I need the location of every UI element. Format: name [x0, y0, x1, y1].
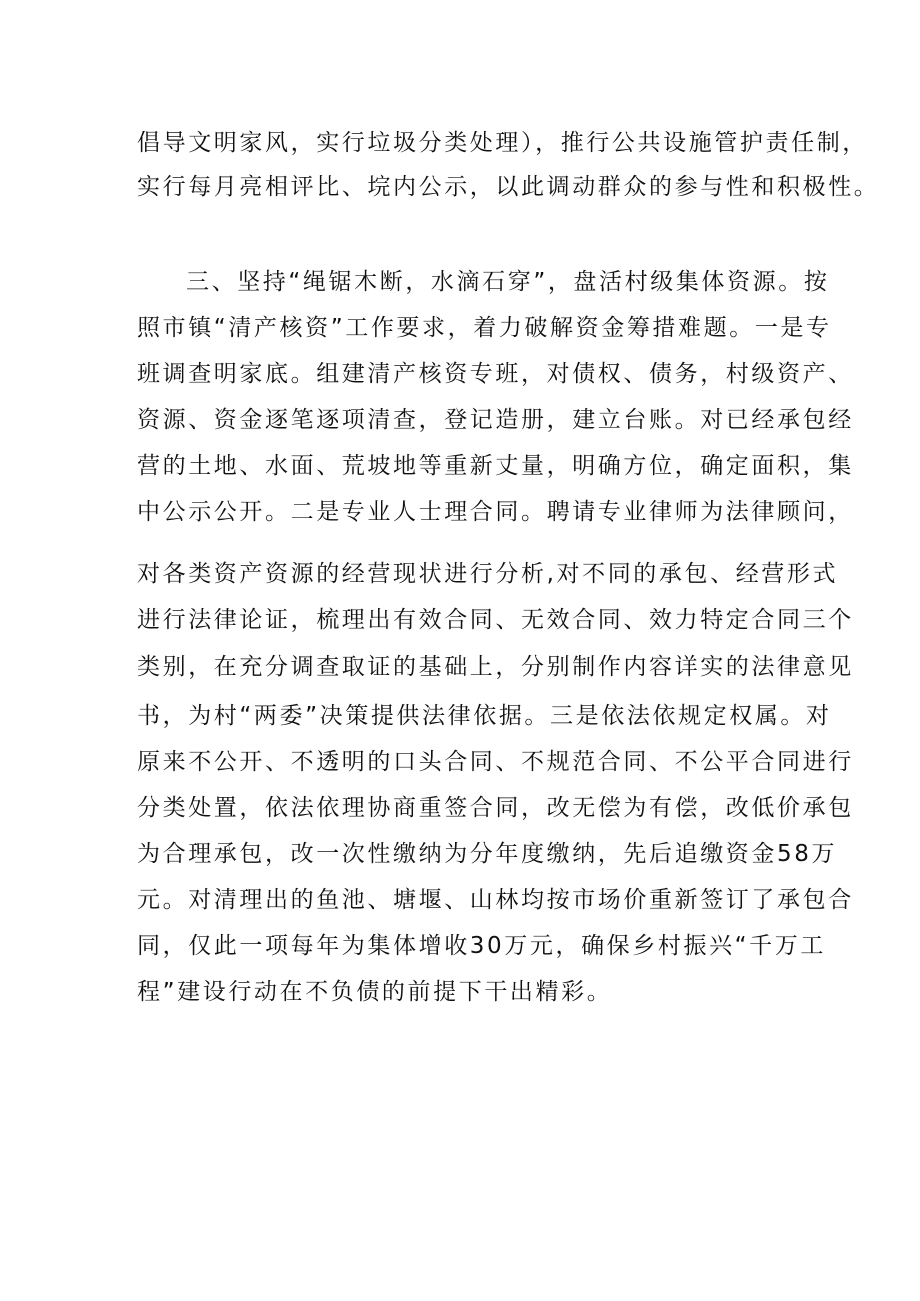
text-line: 实行每月亮相评比、垸内公示，以此调动群众的参与性和积极性。	[137, 174, 880, 200]
text-line: 书，为村“两委”决策提供法律依据。三是依法依规定权属。对	[137, 703, 832, 729]
text-line: 营的土地、水面、荒坡地等重新丈量，明确方位，确定面积，集	[137, 453, 854, 479]
text-line: 同，仅此一项每年为集体增收30万元，确保乡村振兴“千万工	[137, 933, 826, 959]
text-line: 类别，在充分调查取证的基础上，分别制作内容详实的法律意见	[137, 654, 854, 680]
text-line: 元。对清理出的鱼池、塘堰、山林均按市场价重新签订了承包合	[137, 887, 854, 913]
text-line: 程”建设行动在不负债的前提下干出精彩。	[137, 979, 613, 1005]
text-line: 进行法律论证，梳理出有效合同、无效合同、效力特定合同三个	[137, 607, 854, 633]
text-line: 为合理承包，改一次性缴纳为分年度缴纳，先后追缴资金58万	[137, 841, 838, 867]
text-line: 对各类资产资源的经营现状进行分析,对不同的承包、经营形式	[137, 561, 839, 587]
text-line: 倡导文明家风，实行垃圾分类处理），推行公共设施管护责任制，	[137, 130, 868, 156]
text-line: 原来不公开、不透明的口头合同、不规范合同、不公平合同进行	[137, 749, 854, 775]
text-line: 班调查明家底。组建清产核资专班，对债权、债务，村级资产、	[137, 361, 854, 387]
text-line: 资源、资金逐笔逐项清查，登记造册，建立台账。对已经承包经	[137, 407, 854, 433]
text-line: 中公示公开。二是专业人士理合同。聘请专业律师为法律顾问，	[137, 499, 854, 525]
paragraph-first-line: 三、坚持“绳锯木断，水滴石穿”，盘活村级集体资源。按	[186, 269, 830, 295]
text-line: 照市镇“清产核资”工作要求，着力破解资金筹措难题。一是专	[137, 315, 832, 341]
text-line: 分类处置，依法依理协商重签合同，改无偿为有偿，改低价承包	[137, 795, 854, 821]
